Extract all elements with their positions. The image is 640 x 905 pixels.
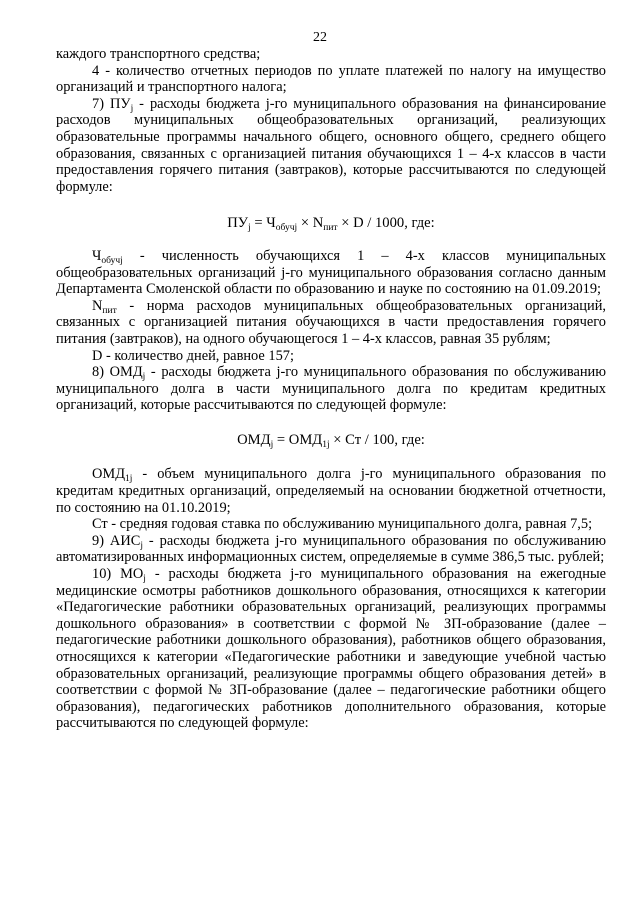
item-9-term: 9) АИС: [92, 532, 141, 549]
omd1-subscript: 1j: [125, 474, 133, 485]
formula-pu-term-n-subscript: пит: [323, 223, 338, 234]
formula-omd-term: = ОМД: [273, 431, 323, 448]
paragraph-days: D - количество дней, равное 157;: [92, 347, 295, 364]
item-9-text: - расходы бюджета j-го муниципального образования по обслуживанию автоматизированных информационных систем, определяемые в сумме 386,5 тыс. рублей;: [56, 532, 607, 566]
item-7-term: 7) ПУ: [92, 95, 131, 112]
paragraph-item-7: [56, 96, 606, 196]
formula-pu-term-ch-subscript: обучj: [275, 223, 298, 234]
formula-pu-lhs-subscript: j: [248, 223, 251, 234]
paragraph-ch-obuch: [56, 248, 606, 298]
formula-omd-tail: × Ст / 100, где:: [329, 431, 425, 448]
n-pit-subscript: пит: [102, 305, 117, 316]
paragraph-reporting-periods: 4 - количество отчетных периодов по уплате платежей по налогу на имущество организаций и транспортного налога;: [56, 62, 606, 96]
ch-obuch-subscript: обучj: [101, 255, 123, 266]
formula-pu: [56, 215, 606, 232]
paragraph-omd1: [56, 466, 606, 516]
formula-omd-lhs: ОМД: [237, 431, 271, 448]
n-pit-term: N: [92, 297, 103, 314]
item-9-term-subscript: j: [140, 540, 143, 551]
paragraph-item-10: [56, 566, 606, 732]
formula-pu-tail: × D / 1000, где:: [337, 215, 435, 232]
ch-obuch-text: - численность обучающихся 1 – 4-х классов муниципальных общеобразовательных организаций j-го муниципального образования согласно данным Департамента Смоленской области по образованию и науке по состоянию на 01.09.2019;: [56, 247, 606, 298]
item-10-term: 10) МО: [92, 566, 144, 583]
item-8-term: 8) ОМД: [92, 364, 143, 381]
document-body: [56, 46, 606, 732]
item-10-term-subscript: j: [143, 574, 146, 585]
paragraph-item-9: [56, 533, 606, 566]
ch-obuch-term: Ч: [92, 247, 102, 264]
paragraph-n-pit: [56, 298, 606, 348]
formula-omd-term-subscript: 1j: [322, 439, 330, 450]
formula-omd: [56, 432, 606, 449]
paragraph-item-8: [56, 364, 606, 414]
paragraph-transport-tail: каждого транспортного средства;: [56, 46, 261, 62]
item-8-term-subscript: j: [142, 372, 146, 383]
omd1-text: - объем муниципального долга j-го муниципального образования по кредитам кредитных организаций, определяемый на основании бюджетной отчетности, по состоянию на 01.10.2019;: [56, 466, 606, 516]
item-10-text: - расходы бюджета j-го муниципального образования на ежегодные медицинские осмотры работников дошкольного образования, относящихся к категории «Педагогические работники образовательных организаций, реализующих программы дошкольного образования» в соответствии с формой № ЗП-образование (далее – педагогические работники дошкольного образования), работников общего образования, относящихся к категории «Педагогические работники и заведующие учебной частью образовательных организаций, реализующие программы общего образования детей» в соответствии с формой № ЗП-образование (далее – педагогические работники общего образования), педагогических работников дополнительного образования, которые рассчитываются по следующей формуле:: [56, 566, 606, 732]
formula-omd-lhs-subscript: j: [270, 439, 274, 450]
formula-pu-term-ch: = Ч: [250, 215, 276, 232]
item-7-text: - расходы бюджета j-го муниципального образования на финансирование расходов муниципальных общеобразовательных организаций, реализующих образовательные программы начального общего, основного общего, среднего общего образования, связанных с организацией питания обучающихся 1 – 4-х классов в части предоставления горячего питания (завтраков), которые рассчитываются по следующей формуле:: [56, 95, 607, 195]
paragraph-rate: Ст - средняя годовая ставка по обслуживанию муниципального долга, равная 7,5;: [92, 516, 593, 533]
item-8-text: - расходы бюджета j-го муниципального образования по обслуживанию муниципального долга в части муниципального долга по кредитам кредитных организаций, которые рассчитываются по следующей формуле:: [56, 364, 606, 414]
n-pit-text: - норма расходов муниципальных общеобразовательных организаций, связанных с организацией питания обучающихся в части предоставления горячего питания (завтраков), на одного обучающегося 1 – 4-х классов, равная 35 рублям;: [56, 297, 606, 347]
omd1-term: ОМД: [92, 466, 126, 483]
page-number: 22: [313, 30, 327, 45]
formula-pu-lhs: ПУ: [227, 215, 249, 232]
item-7-term-subscript: j: [130, 103, 134, 114]
formula-pu-term-n: × N: [297, 215, 324, 232]
